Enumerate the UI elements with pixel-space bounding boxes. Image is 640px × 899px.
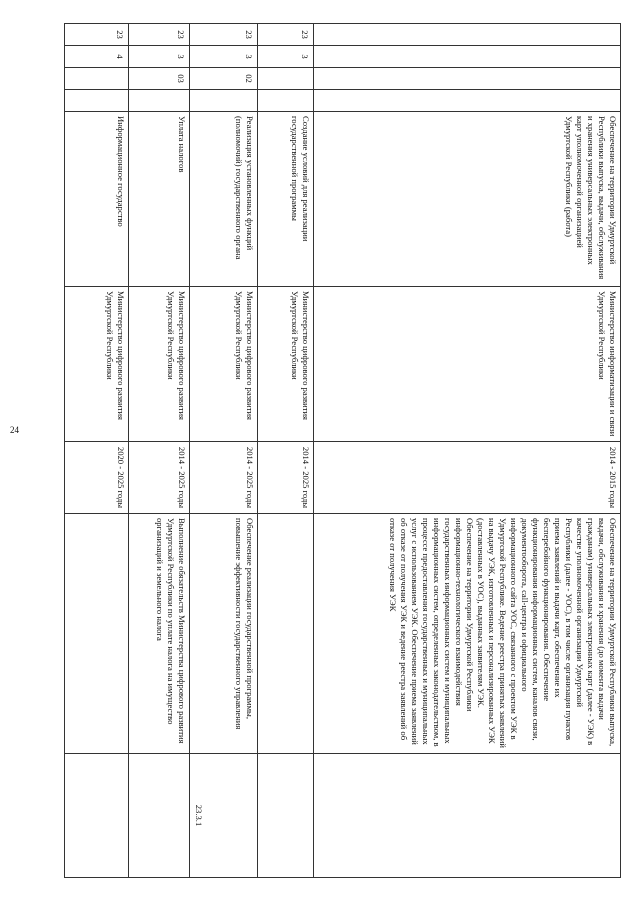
indicator-link-cell — [314, 754, 621, 878]
indicator-link-cell — [65, 754, 129, 878]
code-sub-cell: 3 — [129, 46, 190, 68]
table-row — [129, 24, 190, 878]
code-m-cell — [129, 90, 190, 112]
code-gp-cell — [314, 24, 621, 46]
code-om-cell — [258, 68, 314, 90]
table-row — [314, 24, 621, 878]
executor-cell: Министерство цифрового развития Удмуртской Республики — [65, 287, 129, 442]
measure-name-cell: Информационное государство — [65, 112, 129, 287]
page-number: 24 — [10, 425, 19, 435]
code-sub-cell: 3 — [258, 46, 314, 68]
code-gp-cell: 23 — [190, 24, 258, 46]
measure-name-cell: Обеспечение на территории Удмуртской Республики выпуска, выдачи, обслуживания и хранения универсальных электронных карт уполномоченной организацией Удмуртской Республики (работа) — [314, 112, 621, 287]
measure-name-cell: Реализация установленных функций (полномочий) государственного органа — [190, 112, 258, 287]
period-cell: 2014 - 2025 годы — [190, 442, 258, 514]
code-om-cell — [65, 68, 129, 90]
table-row — [65, 24, 129, 878]
period-cell: 2014 - 2015 годы — [314, 442, 621, 514]
expected-result-cell: Выполнение обязательств Министерства цифрового развития Удмуртской Республики по уплате налога на имущество организаций и земельного налога — [129, 514, 190, 754]
code-gp-cell: 23 — [258, 24, 314, 46]
expected-result-cell: Обеспечение на территории Удмуртской Республики выпуска, выдачи, обслуживания и хранения (до момента выдачи гражданам) универсальных электронных карт (далее - УЭК) в качестве уполномоченной организации Удмуртской Республики (далее - УОС), в том числе организация пунктов приема заявлений и выдачи карт, обеспечение их бесперебойного функционирования. Обеспечение функционирования информационных систем, каналов связи, документооборота, call-центра и официального информационного сайта УОС, связанного с проектом УЭК в Удмуртской Республике. Ведение реестра принятых заявлений на выдачу УЭК, изготовленных и персонализированных УЭК (доставленных в УОС), выданных заявителям УЭК. Обеспечение на территории Удмуртской Республики информационно-технологического взаимодействия государственных информационных систем и муниципальных информационных систем, определенных законодательством, в процессе предоставления государственных и муниципальных услуг с использованием УЭК. Обеспечение приема заявлений об отказе от получения УЭК и ведение реестра заявлений об отказе от получения УЭК — [314, 514, 621, 754]
code-om-cell: 02 — [190, 68, 258, 90]
expected-result-cell — [65, 514, 129, 754]
code-sub-cell — [314, 46, 621, 68]
indicator-link-cell — [258, 754, 314, 878]
indicator-link-cell: 23.3.1 — [190, 754, 258, 878]
rotated-page-content — [65, 23, 621, 877]
code-gp-cell: 23 — [65, 24, 129, 46]
indicator-link-cell — [129, 754, 190, 878]
table-row — [190, 24, 258, 878]
expected-result-cell: Обеспечение реализации государственной программы, повышение эффективности государственного управления — [190, 514, 258, 754]
period-cell: 2014 - 2025 годы — [129, 442, 190, 514]
code-m-cell — [190, 90, 258, 112]
measure-name-cell: Уплата налогов — [129, 112, 190, 287]
executor-cell: Министерство цифрового развития Удмуртской Республики — [258, 287, 314, 442]
code-om-cell: 03 — [129, 68, 190, 90]
code-sub-cell: 3 — [190, 46, 258, 68]
code-m-cell — [65, 90, 129, 112]
code-m-cell — [314, 90, 621, 112]
code-m-cell — [258, 90, 314, 112]
code-gp-cell: 23 — [129, 24, 190, 46]
table-row — [258, 24, 314, 878]
code-sub-cell: 4 — [65, 46, 129, 68]
code-om-cell — [314, 68, 621, 90]
executor-cell: Министерство цифрового развития Удмуртской Республики — [129, 287, 190, 442]
period-cell: 2014 - 2025 годы — [258, 442, 314, 514]
executor-cell: Министерство информатизации и связи Удмуртской Республики — [314, 287, 621, 442]
measure-name-cell: Создание условий для реализации государственной программы — [258, 112, 314, 287]
period-cell: 2020 - 2025 годы — [65, 442, 129, 514]
program-measures-table — [64, 23, 621, 878]
executor-cell: Министерство цифрового развития Удмуртской Республики — [190, 287, 258, 442]
expected-result-cell — [258, 514, 314, 754]
